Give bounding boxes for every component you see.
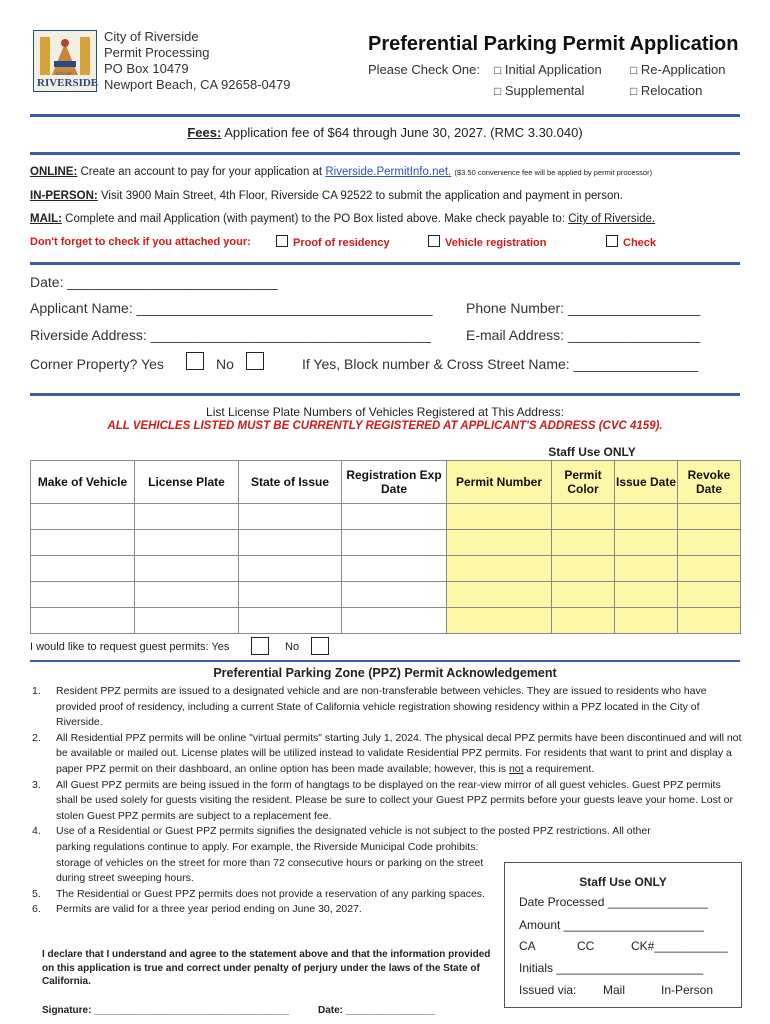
table-row: [31, 608, 741, 634]
in-person-text: Visit 3900 Main Street, 4th Floor, Riverside CA 92522 to submit the application and payment in person.: [100, 190, 623, 202]
table-cell[interactable]: [31, 608, 135, 634]
table-cell[interactable]: [239, 504, 342, 530]
option-relocation[interactable]: □ Relocation: [630, 83, 703, 98]
table-cell[interactable]: [239, 530, 342, 556]
ack-title: Preferential Parking Zone (PPZ) Permit Acknowledgement: [213, 666, 557, 680]
table-cell[interactable]: [342, 556, 447, 582]
table-cell: [552, 556, 615, 582]
table-cell[interactable]: [342, 608, 447, 634]
table-cell[interactable]: [31, 530, 135, 556]
table-cell: [615, 504, 678, 530]
table-cell[interactable]: [135, 504, 239, 530]
signature-field[interactable]: Signature: ___________________________________: [42, 1005, 289, 1016]
guest-permit-label: I would like to request guest permits: Yes: [30, 641, 230, 653]
column-header: Permit Number: [447, 461, 552, 504]
table-cell: [447, 556, 552, 582]
table-cell[interactable]: [342, 530, 447, 556]
issued-via-in-person: In-Person: [661, 983, 714, 997]
table-cell[interactable]: [135, 608, 239, 634]
divider: [30, 262, 740, 265]
table-cell[interactable]: [135, 556, 239, 582]
table-cell[interactable]: [135, 582, 239, 608]
checkbox-icon[interactable]: □: [494, 63, 502, 77]
staff-use-box: [504, 862, 742, 1008]
corner-no-checkbox[interactable]: [246, 352, 264, 370]
table-cell: [615, 530, 678, 556]
riverside-address-field[interactable]: Riverside Address: ____________________________________: [30, 327, 431, 343]
payment-ca: CA: [519, 939, 536, 953]
table-header-row: [31, 461, 741, 504]
table-cell[interactable]: [31, 582, 135, 608]
corner-yes-checkbox[interactable]: [186, 352, 204, 370]
column-header: Revoke Date: [678, 461, 741, 504]
table-cell: [447, 608, 552, 634]
table-cell[interactable]: [342, 504, 447, 530]
initials-field: Initials ______________________: [519, 961, 704, 975]
column-header: State of Issue: [239, 461, 342, 504]
option-initial-application[interactable]: □ Initial Application: [494, 62, 602, 77]
table-cell: [552, 530, 615, 556]
option-supplemental[interactable]: □ Supplemental: [494, 83, 585, 98]
address-line: Permit Processing: [104, 45, 210, 60]
ack-item: 1. Resident PPZ permits are issued to a designated vehicle and are non-transferable between vehicles. They are issued to residents who have provided proof of residency, including a current State of California vehicle registration showing residency within a PPZ located in the City of Riverside.: [32, 685, 707, 729]
table-cell[interactable]: [31, 504, 135, 530]
column-header: Permit Color: [552, 461, 615, 504]
fees-line: [0, 125, 770, 140]
table-row: [31, 504, 741, 530]
table-cell[interactable]: [135, 530, 239, 556]
phone-field[interactable]: Phone Number: _________________: [466, 300, 701, 316]
payment-cc: CC: [577, 939, 595, 953]
attach-check[interactable]: Check: [606, 235, 656, 249]
mail-label: MAIL:: [30, 213, 62, 225]
divider: [30, 660, 740, 662]
table-cell: [678, 608, 741, 634]
address-line: City of Riverside: [104, 29, 199, 44]
attach-vehicle-registration[interactable]: Vehicle registration: [428, 235, 546, 249]
table-cell: [615, 582, 678, 608]
convenience-fee-note: ($3.50 convenience fee will be applied by permit processor): [454, 168, 653, 177]
staff-box-title: Staff Use ONLY: [579, 875, 667, 889]
table-cell[interactable]: [239, 608, 342, 634]
in-person-line: [30, 190, 623, 202]
ack-item: 6. Permits are valid for a three year period ending on June 30, 2027.: [32, 903, 362, 916]
declaration: I declare that I understand and agree to the statement above and that the information provided on this application is true and correct under penalty of perjury under the laws of the State of California.: [42, 949, 491, 987]
column-header: Make of Vehicle: [31, 461, 135, 504]
option-re-application[interactable]: □ Re-Application: [630, 62, 726, 77]
date-processed-field: Date Processed _______________: [519, 895, 708, 909]
issued-via-label: Issued via:: [519, 983, 577, 997]
checkbox[interactable]: [606, 235, 618, 247]
checkbox[interactable]: [276, 235, 288, 247]
attach-proof-of-residency[interactable]: Proof of residency: [276, 235, 390, 249]
checkbox-icon[interactable]: □: [494, 84, 502, 98]
logo-caption: CITY OF: [56, 71, 72, 76]
payee-name: City of Riverside.: [568, 213, 656, 225]
email-field[interactable]: E-mail Address: _________________: [466, 327, 701, 343]
divider: [30, 114, 740, 117]
attachment-reminder-label: Don't forget to check if you attached your:: [30, 236, 251, 248]
table-cell: [678, 582, 741, 608]
address-line: Newport Beach, CA 92658-0479: [104, 77, 291, 92]
corner-property-label: Corner Property? Yes: [30, 356, 164, 372]
table-cell[interactable]: [31, 556, 135, 582]
table-cell: [447, 582, 552, 608]
address-line: PO Box 10479: [104, 61, 189, 76]
online-line: [30, 166, 652, 178]
mail-line: [30, 213, 655, 225]
checkbox-icon[interactable]: □: [630, 84, 638, 98]
vehicle-warning: ALL VEHICLES LISTED MUST BE CURRENTLY REGISTERED AT APPLICANT'S ADDRESS (CVC 4159).: [107, 420, 663, 432]
corner-no-label: No: [216, 356, 234, 372]
table-cell: [447, 504, 552, 530]
logo-text: RIVERSIDE: [37, 77, 99, 89]
online-label: ONLINE:: [30, 166, 78, 178]
staff-use-label: Staff Use ONLY: [548, 445, 636, 459]
table-cell: [552, 582, 615, 608]
signature-date-field[interactable]: Date: ________________: [318, 1005, 435, 1016]
column-header: License Plate: [135, 461, 239, 504]
checkbox[interactable]: [428, 235, 440, 247]
table-row: [31, 530, 741, 556]
table-cell[interactable]: [342, 582, 447, 608]
online-text: Create an account to pay for your application at: [80, 166, 323, 178]
column-header: Registration Exp Date: [342, 461, 447, 504]
table-cell: [447, 530, 552, 556]
table-cell: [678, 504, 741, 530]
table-cell[interactable]: [239, 582, 342, 608]
table-row: [31, 582, 741, 608]
in-person-label: IN-PERSON:: [30, 190, 98, 202]
amount-field: Amount _____________________: [519, 918, 704, 932]
mail-text: Complete and mail Application (with payment) to the PO Box listed above. Make check payable to:: [65, 213, 566, 225]
table-cell: [615, 556, 678, 582]
table-cell: [615, 608, 678, 634]
guest-no-checkbox[interactable]: [311, 637, 329, 655]
applicant-name-field[interactable]: Applicant Name: ______________________________________: [30, 300, 433, 316]
fees-text: Application fee of $64 through June 30, 2027. (RMC 3.30.040): [224, 125, 583, 140]
form-title: Preferential Parking Permit Application: [368, 33, 739, 55]
date-field[interactable]: Date: ___________________________: [30, 274, 278, 290]
issued-via-mail: Mail: [603, 983, 626, 997]
divider: [30, 152, 740, 155]
ack-item: 2. All Residential PPZ permits will be online "virtual permits" starting July 1, 2024. The physical decal PPZ permits have been discontinued and will not be available or mailed out. License plates will be utilized instead to validate Residential PPZ permits. For residents that want to print and display a paper PPZ permit on their dashboard, an online option has been made available; however, this is not a requirement.: [32, 731, 742, 775]
ack-item: 3. All Guest PPZ permits are being issued in the form of hangtags to be displayed on the rear-view mirror of all guest vehicles. Guest PPZ permits shall be used solely for guests visiting the resident. Please be sure to collect your Guest PPZ permits before your guests leave your home. Lost or stolen Guest PPZ permits are subject to a replacement fee.: [32, 778, 734, 822]
vehicle-table: [30, 460, 741, 634]
check-one-label: Please Check One:: [368, 62, 481, 77]
table-cell[interactable]: [239, 556, 342, 582]
table-cell: [552, 504, 615, 530]
guest-yes-checkbox[interactable]: [251, 637, 269, 655]
table-cell: [552, 608, 615, 634]
ack-item: 4. Use of a Residential or Guest PPZ permits signifies the designated vehicle is not subject to the posted PPZ restrictions. All other parking regulations continue to apply. For example, the Riverside Municipal Code prohibits: storage of vehicles on the street for more than 72 consecutive hours or parking on the street during street sweeping hours.: [32, 825, 651, 885]
column-header: Issue Date: [615, 461, 678, 504]
vehicle-intro: List License Plate Numbers of Vehicles Registered at This Address:: [206, 405, 564, 419]
table-cell: [678, 530, 741, 556]
payment-check-number: CK#___________: [631, 939, 728, 953]
block-cross-street-field[interactable]: If Yes, Block number & Cross Street Name: ________________: [302, 356, 699, 372]
divider: [30, 393, 740, 396]
guest-no-label: No: [285, 641, 300, 653]
permit-website-link[interactable]: Riverside.PermitInfo.net.: [325, 166, 452, 178]
fees-label: Fees:: [187, 125, 222, 140]
table-row: [31, 556, 741, 582]
checkbox-icon[interactable]: □: [630, 63, 638, 77]
city-logo: [33, 30, 97, 92]
ack-item: 5. The Residential or Guest PPZ permits does not provide a reservation of any parking spaces.: [32, 887, 485, 900]
mailing-address: [104, 29, 290, 93]
table-cell: [678, 556, 741, 582]
